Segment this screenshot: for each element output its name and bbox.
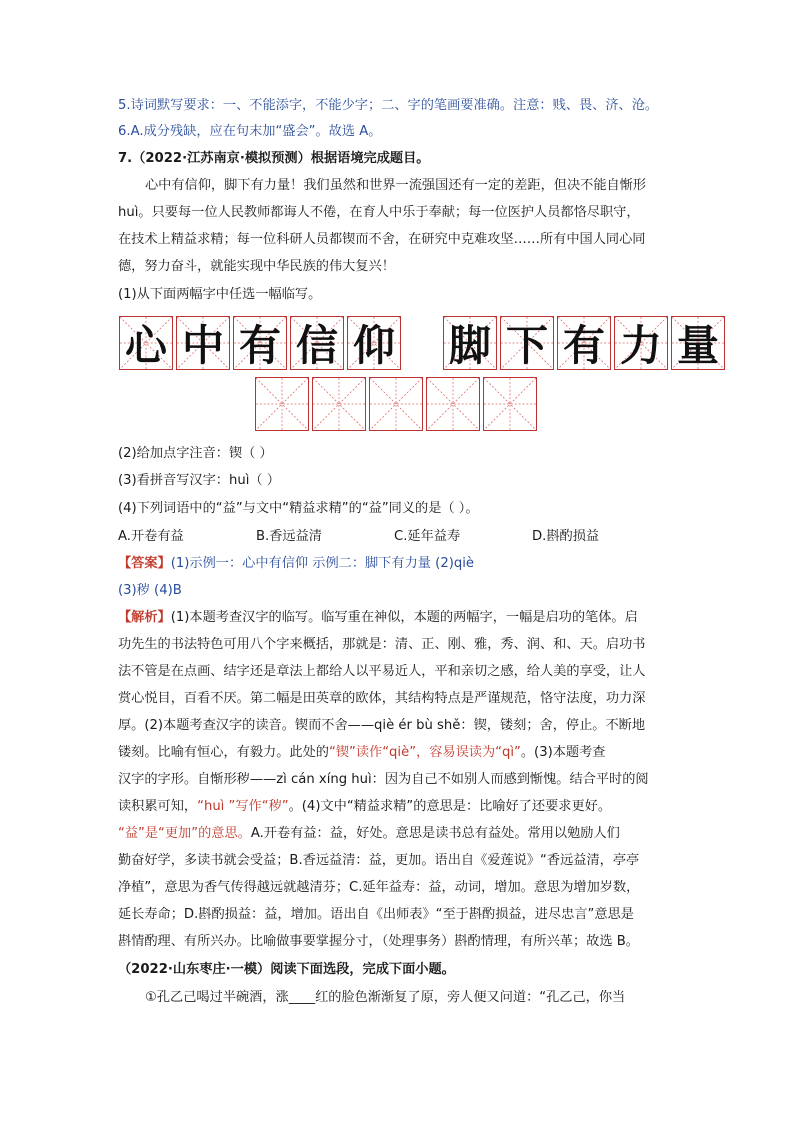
analysis-text-9b: A.开卷有益：益，好处。意思是读书总有益处。常用以勉励人们 [250,826,620,841]
grid-cell [233,316,287,370]
grid-cell [557,316,611,370]
subquestion-1: (1)从下面两幅字中任选一幅临写。 [118,287,322,302]
calligraphy-character: 量 [676,321,719,370]
analysis-highlight-6: “锲”读作“qiè”，容易误读为“qì” [329,745,521,760]
options-row [118,528,599,546]
grid-cell [671,316,725,370]
analysis-line-1 [118,609,638,627]
calligraphy-character: 脚 [448,321,491,370]
analysis-line-11: 净植”，意思为香气传得越远就越清芬；C.延年益寿：益，动词，增加。意思为增加岁数， [118,880,640,895]
analysis-line-5: 厚。(2)本题考查汉字的读音。锲而不舍——qiè ér bù shě：锲，镂刻；舍，停止。不断地 [118,718,646,733]
passage-line-4: 德，努力奋斗，就能实现中华民族的伟大复兴！ [118,259,395,274]
answer-text-2: (3)秽 (4)B [118,583,182,598]
grid-cell [443,316,497,370]
analysis-text-8a: 读积累可知， [118,799,198,814]
subquestion-4: (4)下列词语中的“益”与文中“精益求精”的“益”同义的是（ ）。 [118,501,479,516]
subquestion-3: (3)看拼音写汉字：huì（ ） [118,473,280,488]
grid-cell [290,316,344,370]
answer-line-6: 6.A.成分残缺，应在句末加“盛会”。故选 A。 [118,124,382,139]
answer-line-5: 5.诗词默写要求：一、不能添字，不能少字；二、字的笔画要准确。注意：贱、畏、济、沧。 [118,98,659,113]
grid-cell [255,377,309,431]
option-c: C.延年益寿 [394,529,461,544]
analysis-line-9 [118,825,620,843]
analysis-line-10: 勤奋好学，多读书就会受益；B.香远益清：益，更加。语出自《爱莲说》“香远益清，亭亭 [118,853,640,868]
question-8-passage-1: ①孔乙己喝过半碗酒，涨____红的脸色渐渐复了原，旁人便又问道：“孔乙己，你当 [145,990,626,1005]
answer-text-1: (1)示例一：心中有信仰 示例二：脚下有力量 (2)qiè [170,556,475,571]
calligraphy-character: 仰 [352,321,395,370]
calligraphy-character: 信 [295,321,338,370]
calligraphy-grid-left [119,316,404,370]
analysis-line-2: 功先生的书法特色可用八个字来概括，那就是：清、正、刚、雅，秀、润、和、天。启功书 [118,637,646,652]
subquestion-2: (2)给加点字注音：锲（ ） [118,446,273,461]
grid-cell [483,377,537,431]
analysis-line-12: 延长寿命；D.斟酌损益：益，增加。语出自《出师表》“至于斟酌损益，进尽忠言”意思是 [118,907,634,922]
grid-cell [347,316,401,370]
calligraphy-character: 有 [562,321,605,370]
analysis-text-6c: 。(3)本题考查 [520,745,606,760]
passage-line-3: 在技术上精益求精；每一位科研人员都锲而不舍，在研究中克难攻坚……所有中国人同心同 [118,232,646,247]
analysis-line-8 [118,798,611,816]
question-8-title: （2022·山东枣庄·一模）阅读下面选段，完成下面小题。 [118,962,455,977]
calligraphy-character: 力 [619,321,662,370]
grid-cell [312,377,366,431]
answer-block-1 [118,555,474,573]
option-b: B.香远益清 [256,529,322,544]
calligraphy-character: 下 [505,321,548,370]
question-7-title: 7.（2022·江苏南京·模拟预测）根据语境完成题目。 [118,151,430,166]
calligraphy-grid-right [443,316,728,370]
grid-cell [369,377,423,431]
passage-line-2: huì。只要每一位人民教师都诲人不倦，在育人中乐于奉献；每一位医护人员都恪尽职守， [118,205,640,220]
analysis-label: 【解析】 [118,610,171,625]
grid-cell [426,377,480,431]
calligraphy-character: 心 [124,321,167,370]
analysis-text-1: (1)本题考查汉字的临写。临写重在神似，本题的两幅字，一幅是启功的笔体。启 [170,610,638,625]
grid-cell [119,316,173,370]
passage-line-1: 心中有信仰，脚下有力量！我们虽然和世界一流强国还有一定的差距，但决不能自惭形 [145,178,647,193]
option-d: D.斟酌损益 [532,529,600,544]
analysis-line-4: 赏心悦目，百看不厌。第二幅是田英章的欧体，其结构特点是严谨规范，恪守法度，功力深 [118,691,646,706]
analysis-line-3: 法不管是在点画、结字还是章法上都给人以平易近人，平和亲切之感，给人美的享受，让人 [118,664,646,679]
analysis-line-13: 斟情酌理、有所兴办。比喻做事要掌握分寸，（处理事务）斟酌情理，有所兴革；故选 B。 [118,934,639,949]
option-a: A.开卷有益 [118,529,184,544]
analysis-highlight-9: “益”是“更加”的意思。 [118,826,251,841]
analysis-text-8c: 。(4)文中“精益求精”的意思是：比喻好了还要求更好。 [288,799,612,814]
analysis-line-7: 汉字的字形。自惭形秽——zì cán xíng huì：因为自己不如别人而感到惭愧。结合平时的阅 [118,772,649,787]
grid-cell [500,316,554,370]
calligraphy-character: 有 [238,321,281,370]
analysis-line-6 [118,744,606,762]
calligraphy-character: 中 [181,321,224,370]
analysis-highlight-8: “huì ”写作“秽” [197,799,289,814]
grid-cell [614,316,668,370]
practice-grid [255,377,540,431]
analysis-text-6a: 镂刻。比喻有恒心，有毅力。此处的 [118,745,329,760]
answer-label: 【答案】 [118,556,171,571]
grid-cell [176,316,230,370]
